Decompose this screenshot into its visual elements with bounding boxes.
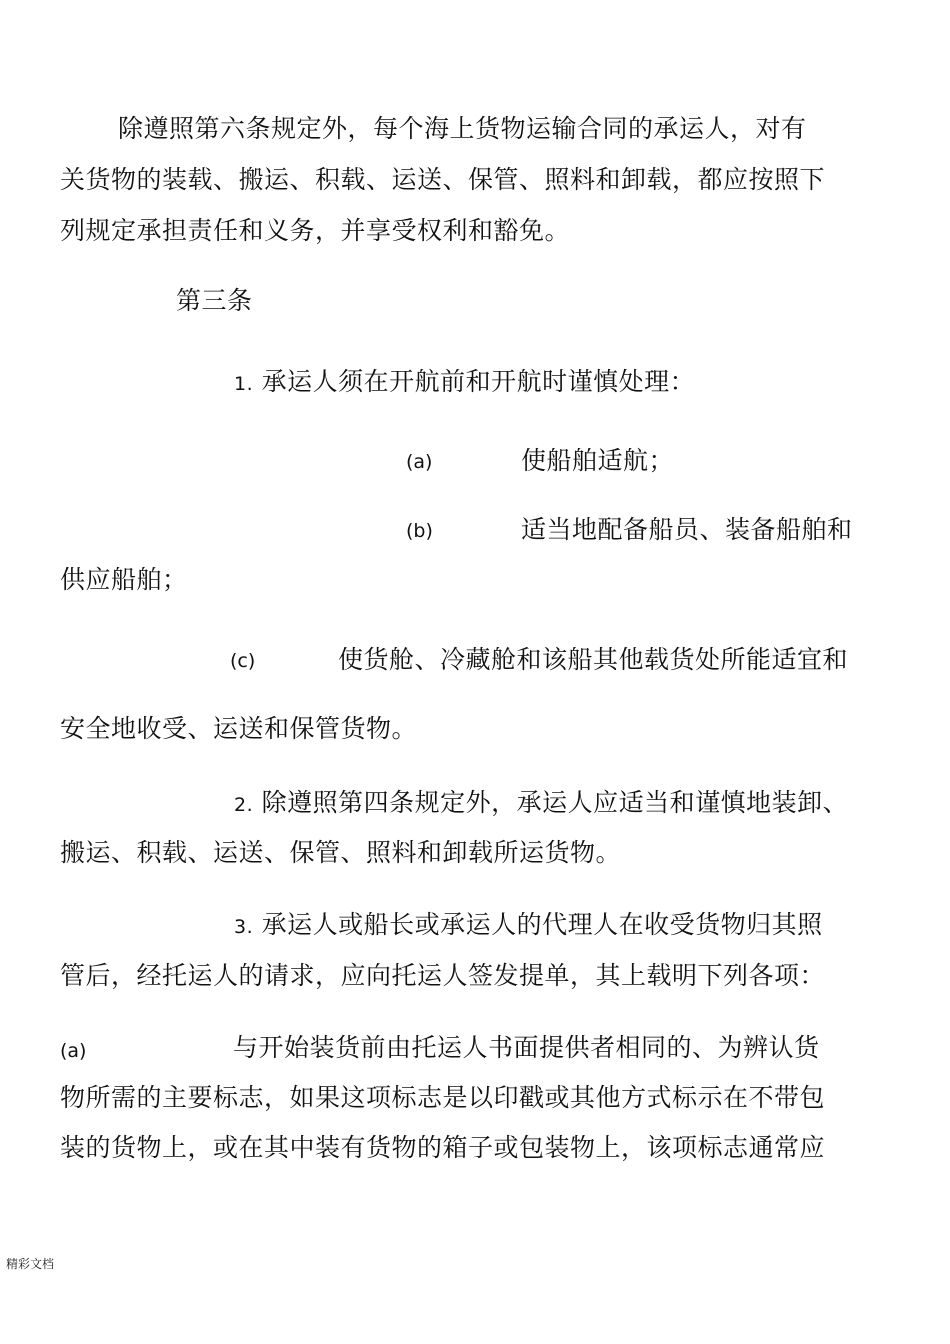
intro-line-2: 关货物的装载、搬运、积载、运送、保管、照料和卸载，都应按照下 — [60, 165, 826, 194]
sub-a-label: (a) — [406, 451, 433, 473]
sub-b-label: (b) — [406, 520, 433, 542]
item-3-a-line-3: 装的货物上，或在其中装有货物的箱子或包装物上，该项标志通常应 — [60, 1133, 826, 1162]
item-2 — [234, 790, 848, 815]
article-heading: 第三条 — [176, 286, 253, 315]
item-3-continuation: 管后，经托运人的请求，应向托运人签发提单，其上载明下列各项： — [60, 961, 826, 990]
sub-b-continuation: 供应船舶； — [60, 565, 188, 594]
footer-label: 精彩文档 — [6, 1257, 55, 1271]
item-2-continuation: 搬运、积载、运送、保管、照料和卸载所运货物。 — [60, 838, 622, 867]
intro-line-3: 列规定承担责任和义务，并享受权利和豁免。 — [60, 216, 571, 245]
sub-c-label: (c) — [230, 650, 256, 672]
item-3-a-text: 与开始装货前由托运人书面提供者相同的、为辨认货 — [233, 1033, 820, 1062]
sub-c-continuation: 安全地收受、运送和保管货物。 — [60, 714, 418, 743]
item-2-text: 除遵照第四条规定外，承运人应适当和谨慎地装卸、 — [261, 788, 849, 817]
item-3-number: 3. — [234, 916, 254, 938]
item-1-text: 承运人须在开航前和开航时谨慎处理： — [261, 367, 696, 396]
item-3-text: 承运人或船长或承运人的代理人在收受货物归其照 — [261, 910, 823, 939]
item-2-number: 2. — [234, 794, 254, 816]
item-1 — [234, 369, 695, 394]
sub-b-text: 适当地配备船员、装备船舶和 — [521, 515, 853, 544]
sub-a-text: 使船舶适航； — [521, 446, 675, 475]
item-3-a-label: (a) — [60, 1040, 87, 1062]
item-3-a-line-2: 物所需的主要标志，如果这项标志是以印戳或其他方式标示在不带包 — [60, 1083, 826, 1112]
item-3 — [234, 912, 823, 937]
item-1-number: 1. — [234, 373, 254, 395]
intro-line-1: 除遵照第六条规定外，每个海上货物运输合同的承运人，对有 — [118, 114, 807, 143]
sub-c-text: 使货舱、冷藏舱和该船其他载货处所能适宜和 — [338, 645, 849, 674]
